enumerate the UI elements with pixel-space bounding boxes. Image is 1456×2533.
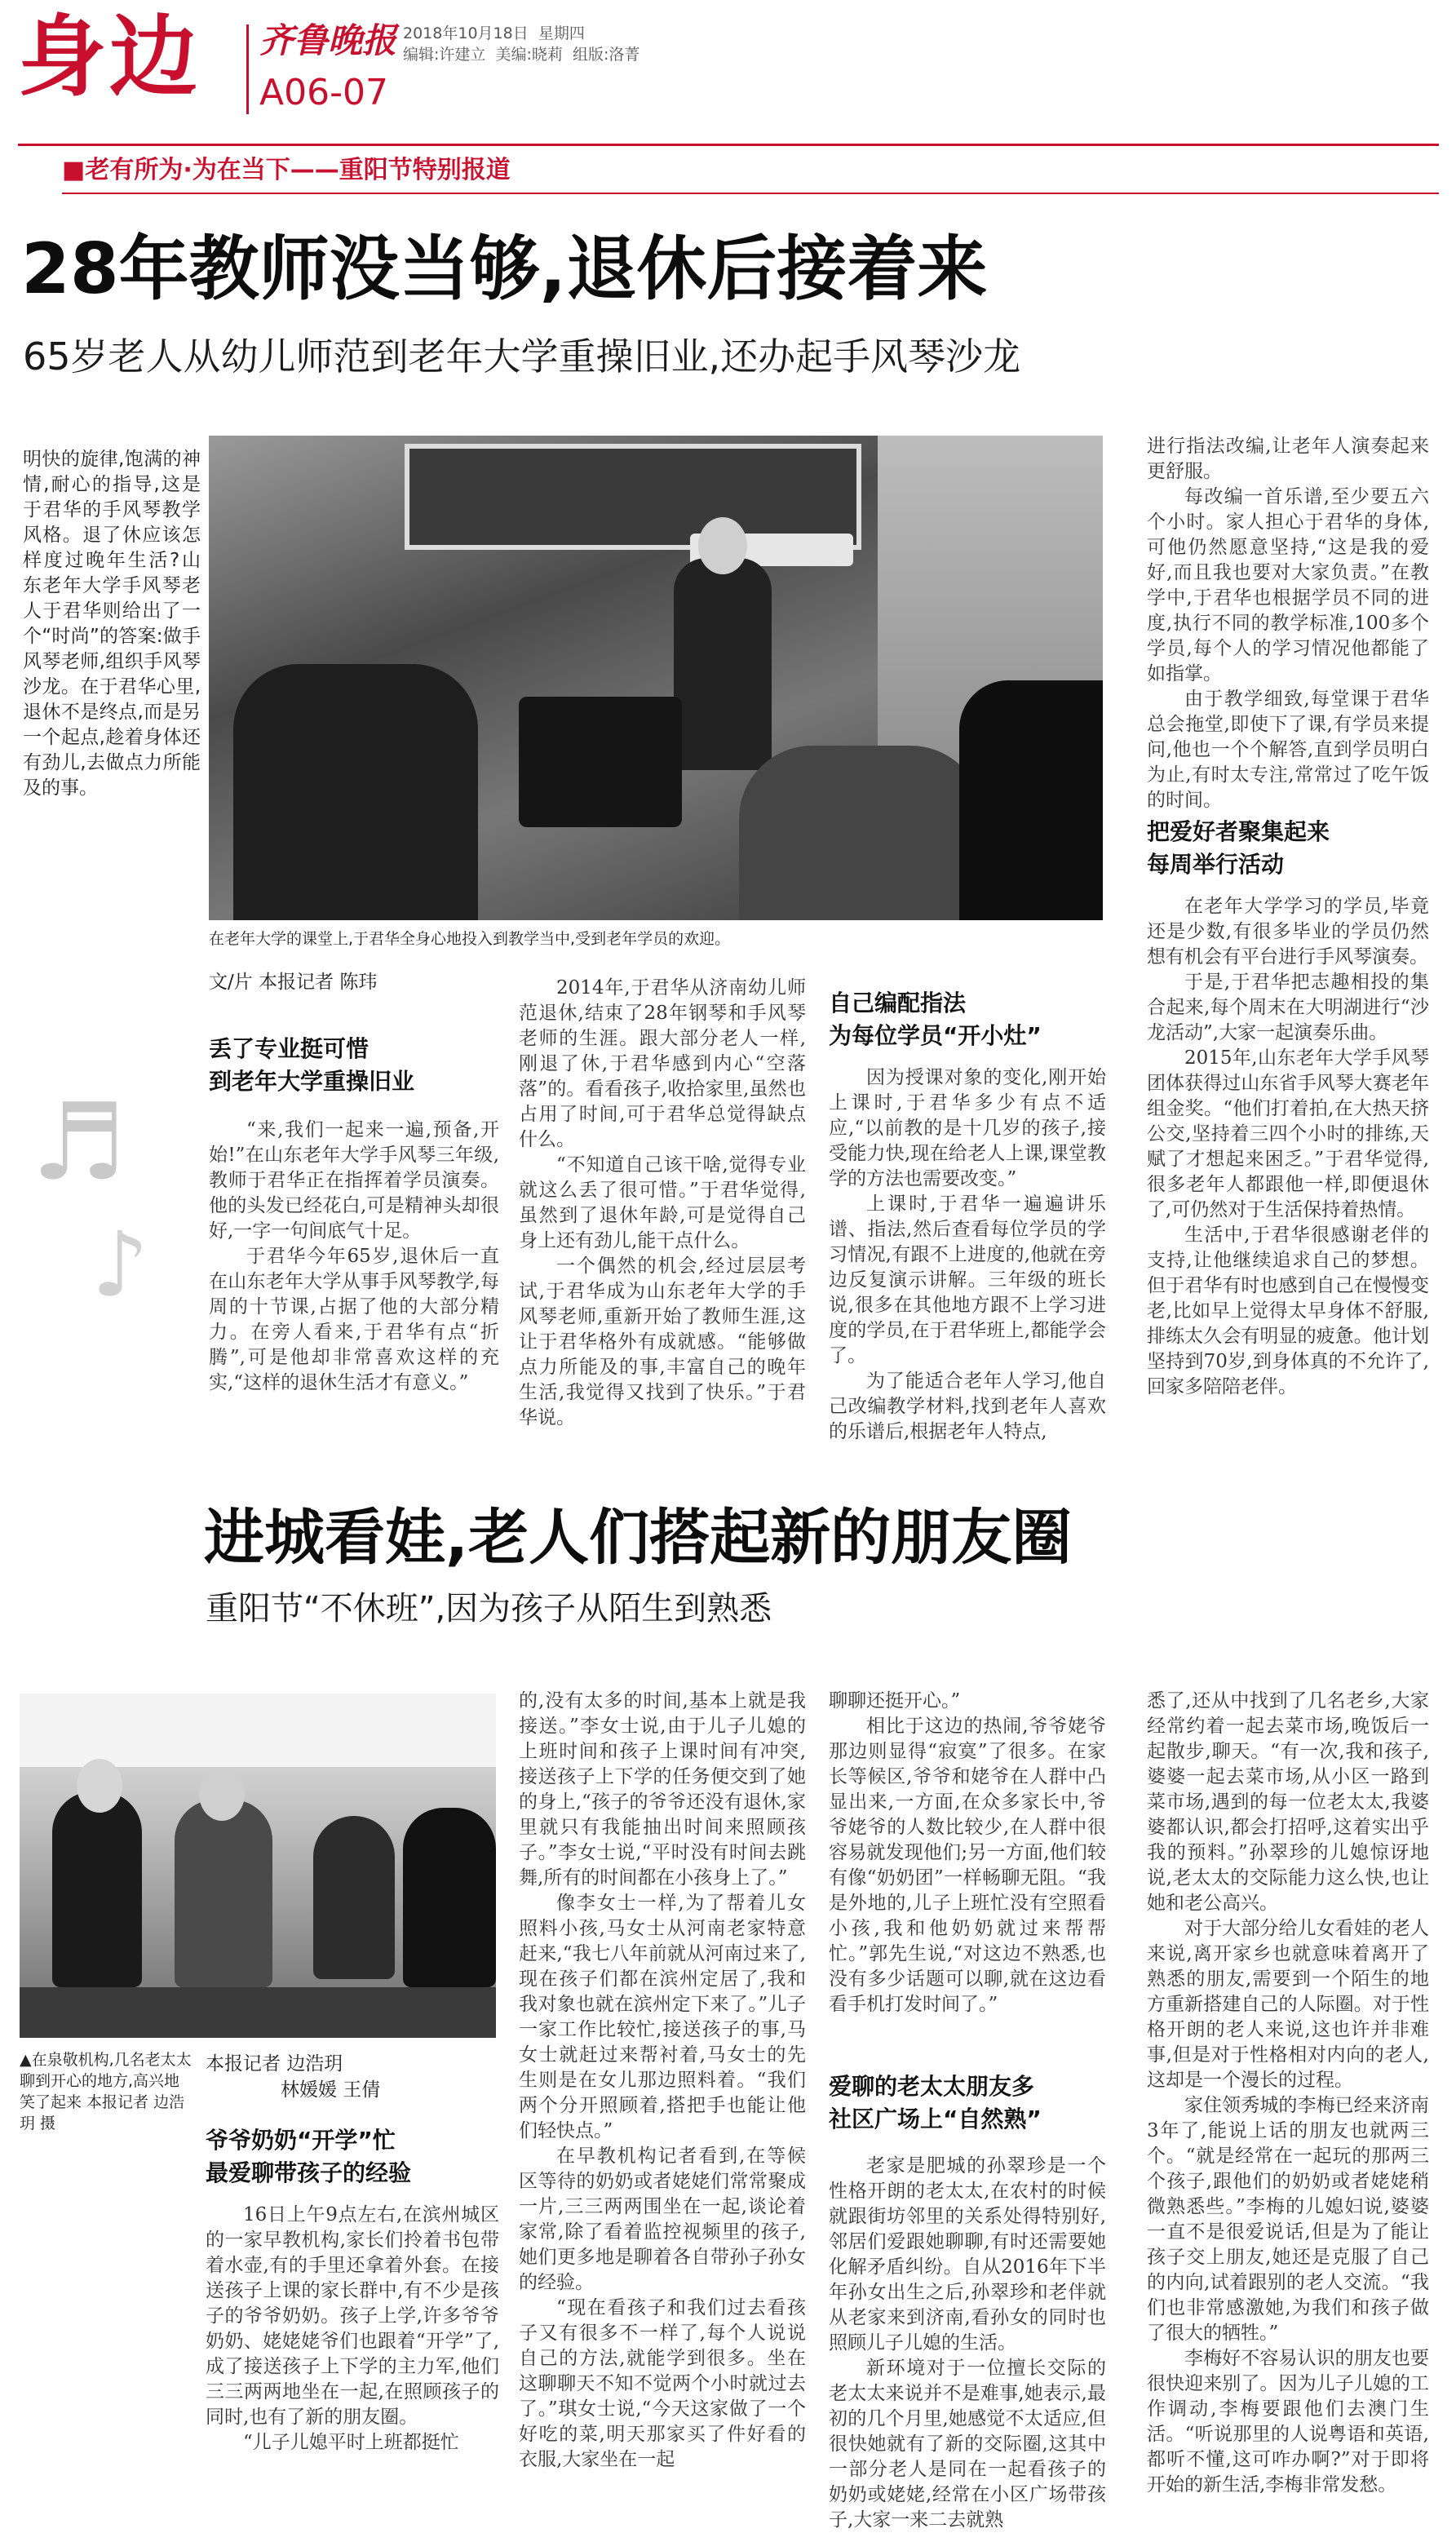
story1-col3-subhead-line2: 为每位学员“开小灶” xyxy=(829,1022,1042,1049)
story2-col3-body-bottom xyxy=(829,2154,1106,2531)
special-report-banner: ■老有所为·为在当下——重阳节特别报道 xyxy=(62,156,511,184)
story1-col4-body-bottom xyxy=(1147,894,1429,1442)
story1-col4-subhead-line2: 每周举行活动 xyxy=(1147,851,1285,878)
banner-underline xyxy=(62,193,1439,194)
story2-col1-subhead-line2: 最爱聊带孩子的经验 xyxy=(206,2159,412,2186)
story2-subhead: 重阳节“不休班”,因为孩子从陌生到熟悉 xyxy=(206,1590,772,1627)
story1-photo xyxy=(209,436,1103,920)
paper-name: 齐鲁晚报 xyxy=(259,20,397,60)
banner-rule xyxy=(18,144,1439,146)
story2-col1-paragraph: “儿子儿媳平时上班都挺忙 xyxy=(243,2432,459,2453)
story2-col3-subhead xyxy=(829,2070,1106,2136)
story1-col3-paragraph: 上课时,于君华一遍遍讲乐谱、指法,然后查看每位学员的学习情况,有跟不上进度的,他就在旁边反复演示讲解。三年级的班长说,很多在其他地方跟不上学习进度的学员,在于君华班上,都能学会了。 xyxy=(829,1193,1106,1366)
story2-col2-paragraph: 像李女士一样,为了帮着儿女照料小孩,马女士从河南老家特意赶来,“我七八年前就从河南过来了,现在孩子们都在滨州定居了,我和我对象也就在滨州定下来了。”儿子一家工作比较忙,接送孩子的事,马女士就赶过来帮衬着,马女士的先生则是在女儿那边照料着。“我们两个分开照顾着,搭把手也能让他们轻快点。” xyxy=(519,1893,806,2141)
story1-col4-body-top xyxy=(1147,434,1429,809)
story1-col1-paragraph: 于君华今年65岁,退休后一直在山东老年大学从事手风琴教学,每周的十节课,占据了他的大部分精力。在旁人看来,于君华有点“折腾”,可是他却非常喜欢这样的充实,“这样的退休生活才有意义。” xyxy=(209,1246,499,1393)
story1-byline: 文/片 本报记者 陈玮 xyxy=(209,972,378,993)
story1-col4-paragraph: 在老年大学学习的学员,毕竟还是少数,有很多毕业的学员仍然想有机会有平台进行手风琴演奏。 xyxy=(1147,896,1429,968)
story2-col4-paragraph: 对于大部分给儿女看娃的老人来说,离开家乡也就意味着离开了熟悉的朋友,需要到一个陌生的地方重新搭建自己的人际圈。对于性格开朗的老人来说,这也许并非难事,但是对于性格相对内向的老人,这却是一个漫长的过程。 xyxy=(1147,1918,1429,2091)
story2-col1-subhead xyxy=(206,2124,499,2190)
story2-col3-paragraph: 聊聊还挺开心。” xyxy=(829,1690,961,1712)
story2-col2-paragraph: “现在看孩子和我们过去看孩子又有很多不一样了,每个人说说自己的方法,就能学到很多。坐在这聊聊天不知不觉两个小时就过去了。”琪女士说,“今天这家做了一个好吃的菜,明天那家买了件好看的衣服,大家坐在一起 xyxy=(519,2297,806,2470)
story1-col1-subhead xyxy=(209,1033,535,1098)
story2-col3-subhead-line2: 社区广场上“自然熟” xyxy=(829,2106,1042,2132)
story1-col4-subhead xyxy=(1147,816,1429,881)
section-title: 身边 xyxy=(18,7,201,108)
story1-col1-subhead-line1: 丢了专业挺可惜 xyxy=(209,1035,370,1062)
story1-col3-paragraph: 为了能适合老年人学习,他自己改编教学材料,找到老年人喜欢的乐谱后,根据老年人特点, xyxy=(829,1371,1106,1442)
story1-col1-body xyxy=(209,1118,499,1444)
story2-col4-paragraph: 李梅好不容易认识的朋友也要很快迎来别了。因为儿子儿媳的工作调动,李梅要跟他们去澳门生活。“听说那里的人说粤语和英语,都听不懂,这可咋办啊?”对于即将开始的新生活,李梅非常发愁。 xyxy=(1147,2348,1429,2495)
story1-col2-paragraph: “不知道自己该干啥,觉得专业就这么丢了很可惜。”于君华觉得,虽然到了退休年龄,可是觉得自己身上还有劲儿,能干点什么。 xyxy=(519,1154,806,1251)
story2-col1-body xyxy=(206,2203,499,2492)
story2-col2-body xyxy=(519,1689,806,2492)
story2-col4-paragraph: 悉了,还从中找到了几名老乡,大家经常约着一起去菜市场,晚饭后一起散步,聊天。“有一次,我和孩子,婆婆一起去菜市场,从小区一路到菜市场,遇到的每一位老太太,我婆婆都认识,都会打招呼,这着实出乎我的预料。”孙翠珍的儿媳惊讶地说,老太太的交际能力这么快,也让她和老公高兴。 xyxy=(1147,1690,1429,1914)
story2-photo-caption: ▲在泉敬机构,几名老太太聊到开心的地方,高兴地笑了起来 本报记者 边浩玥 摄 xyxy=(20,2051,192,2132)
story1-col4-paragraph: 每改编一首乐谱,至少要五六个小时。家人担心于君华的身体,可他仍然愿意坚持,“这是我的爱好,而且我也要对大家负责。”在教学中,于君华也根据学员不同的进度,执行不同的教学标准,100多个学员,每个人的学习情况他都能了如指掌。 xyxy=(1147,486,1429,684)
story2-col3-paragraph: 老家是肥城的孙翠珍是一个性格开朗的老太太,在农村的时候就跟街坊邻里的关系处得特别好,邻居们爱跟她聊聊,有时还需要她化解矛盾纠纷。自从2016年下半年孙女出生之后,孙翠珍和老伴就从老家来到济南,看孙女的同时也照顾儿子儿媳的生活。 xyxy=(829,2155,1106,2354)
story1-col4-paragraph: 于是,于君华把志趣相投的集合起来,每个周末在大明湖进行“沙龙活动”,大家一起演奏乐曲。 xyxy=(1147,972,1429,1043)
art-editor: 美编:晓莉 xyxy=(495,46,563,64)
story1-col3-subhead xyxy=(829,987,1106,1052)
story1-col1-paragraph: “来,我们一起来一遍,预备,开始!”在山东老年大学手风琴三年级,教师于君华正在指挥着学员演奏。他的头发已经花白,可是精神头却很好,一字一句间底气十足。 xyxy=(209,1119,499,1242)
story1-col2-paragraph: 一个偶然的机会,经过层层考试,于君华成为山东老年大学的手风琴老师,重新开始了教师生涯,这让于君华格外有成就感。“能够做点力所能及的事,丰富自己的晚年生活,我觉得又找到了快乐。”于君华说。 xyxy=(519,1255,806,1428)
editor: 编辑:许建立 xyxy=(403,46,486,64)
story1-col1-subhead-line2: 到老年大学重操旧业 xyxy=(209,1068,415,1095)
masthead-meta xyxy=(403,23,639,65)
story1-col4-subhead-line1: 把爱好者聚集起来 xyxy=(1147,818,1330,845)
story1-col3-subhead-line1: 自己编配指法 xyxy=(829,990,967,1016)
story1-headline: 28年教师没当够,退休后接着来 xyxy=(21,228,988,310)
story2-col3-paragraph: 相比于这边的热闹,爷爷姥爷那边则显得“寂寞”了很多。在家长等候区,爷爷和姥爷在人群中凸显出来,一方面,在众多家长中,爷爷姥爷的人数比较少,在人群中很容易就发现他们;另一方面,他们较有像“奶奶团”一样畅聊无阻。“我是外地的,儿子上班忙没有空照看小孩,我和他奶奶就过来帮帮忙。”郭先生说,“对这边不熟悉,也没有多少话题可以聊,就在这边看看手机打发时间了。” xyxy=(829,1716,1106,2015)
story1-col4-paragraph: 2015年,山东老年大学手风琴团体获得过山东省手风琴大赛老年组金奖。“他们打着拍,在大热天挤公交,坚持着三四个小时的排练,天赋了才想起来困乏。”于君华觉得,很多老年人都跟他一样,即便退休了,可仍然对于生活保持着热情。 xyxy=(1147,1047,1429,1220)
story2-byline-line2: 林媛媛 王倩 xyxy=(281,2079,381,2101)
story1-col2-paragraph: 2014年,于君华从济南幼儿师范退休,结束了28年钢琴和手风琴老师的生涯。跟大部分老人一样,刚退了休,于君华感到内心“空落落”的。看看孩子,收拾家里,虽然也占用了时间,可于君华总觉得缺点什么。 xyxy=(519,977,806,1150)
story1-lead: 明快的旋律,饱满的神情,耐心的指导,这是于君华的手风琴教学风格。退了休应该怎样度过晚年生活?山东老年大学手风琴老人于君华则给出了一个“时尚”的答案:做手风琴老师,组织手风琴沙龙。在于君华心里,退休不是终点,而是另一个起点,趁着身体还有劲儿,去做点力所能及的事。 xyxy=(23,449,201,799)
story2-photo xyxy=(20,1694,496,2038)
story2-col1-subhead-line1: 爷爷奶奶“开学”忙 xyxy=(206,2127,396,2154)
story1-col4-paragraph: 生活中,于君华很感谢老伴的支持,让他继续追求自己的梦想。但于君华有时也感到自己在慢慢变老,比如早上觉得太早身体不舒服,排练太久会有明显的疲惫。他计划坚持到70岁,到身体真的不允许了,回家多陪陪老伴。 xyxy=(1147,1224,1429,1397)
story2-col3-paragraph: 新环境对于一位擅长交际的老太太来说并不是难事,她表示,最初的几个月里,她感觉不太适应,但很快她就有了新的交际圈,这其中一部分老人是同在一起看孩子的奶奶或姥姥,经常在小区广场带孩子,大家一来二去就熟 xyxy=(829,2358,1106,2531)
issue-weekday: 星期四 xyxy=(538,24,585,42)
masthead-divider xyxy=(246,24,249,114)
story2-col1-paragraph: 16日上午9点左右,在滨州城区的一家早教机构,家长们拎着书包带着水壶,有的手里还拿着外套。在接送孩子上课的家长群中,有不少是孩子的爷爷奶奶。孩子上学,许多爷爷奶奶、姥姥姥爷们也跟着“开学”了,成了接送孩子上下学的主力军,他们三三两两地坐在一起,在照顾孩子的同时,也有了新的朋友圈。 xyxy=(206,2204,499,2428)
story1-photo-caption: 在老年大学的课堂上,于君华全身心地投入到教学当中,受到老年学员的欢迎。 xyxy=(209,930,731,948)
story1-col2-body xyxy=(519,976,806,1441)
story2-col2-paragraph: 在早教机构记者看到,在等候区等待的奶奶或者姥姥们常常聚成一片,三三两两围坐在一起,谈论着家常,除了看着监控视频里的孩子,她们更多地是聊着各自带孙子孙女的经验。 xyxy=(519,2146,806,2293)
story2-col3-subhead-line1: 爱聊的老太太朋友多 xyxy=(829,2073,1035,2100)
story2-col3-body-top xyxy=(829,1689,1106,2066)
story1-col3-body xyxy=(829,1065,1106,1442)
music-note-icon: ♬ xyxy=(31,1080,126,1204)
layout-editor: 组版:洛菁 xyxy=(573,46,640,64)
story1-col4-paragraph: 由于教学细致,每堂课于君华总会拖堂,即使下了课,有学员来提问,他也一个个解答,直到学员明白为止,有时太专注,常常过了吃午饭的时间。 xyxy=(1147,689,1429,811)
story2-col4-paragraph: 家住领秀城的李梅已经来济南3年了,能说上话的朋友也就两三个。“就是经常在一起玩的那两三个孩子,跟他们的奶奶或者姥姥稍微熟悉些。”李梅的儿媳妇说,婆婆一直不是很爱说话,但是为了能让孩子交上朋友,她还是克服了自己的内向,试着跟别的老人交流。“我们也非常感激她,为我们和孩子做了很大的牺牲。” xyxy=(1147,2095,1429,2344)
story2-byline xyxy=(206,2051,380,2103)
story2-col2-paragraph: 的,没有太多的时间,基本上就是我接送。”李女士说,由于儿子儿媳的上班时间和孩子上课时间有冲突,接送孩子上下学的任务便交到了她的身上,“孩子的爷爷还没有退休,家里就只有我能抽出时间来照顾孩子。”李女士说,“平时没有时间去跳舞,所有的时间都在小孩身上了。” xyxy=(519,1690,806,1889)
story2-byline-line1: 本报记者 边浩玥 xyxy=(206,2053,343,2075)
story2-col4-body xyxy=(1147,1689,1429,2495)
story1-col4-paragraph: 进行指法改编,让老年人演奏起来更舒服。 xyxy=(1147,436,1429,482)
story1-col3-paragraph: 因为授课对象的变化,刚开始上课时,于君华多少有点不适应,“以前教的是十几岁的孩子,接受能力快,现在给老人上课,课堂教学的方法也需要改变。” xyxy=(829,1067,1106,1189)
story1-subhead: 65岁老人从幼儿师范到老年大学重操旧业,还办起手风琴沙龙 xyxy=(23,334,1021,379)
issue-date: 2018年10月18日 xyxy=(403,24,529,42)
story2-headline: 进城看娃,老人们搭起新的朋友圈 xyxy=(204,1503,1073,1573)
page-code: A06-07 xyxy=(259,72,388,113)
music-note-icon: ♪ xyxy=(91,1212,149,1317)
